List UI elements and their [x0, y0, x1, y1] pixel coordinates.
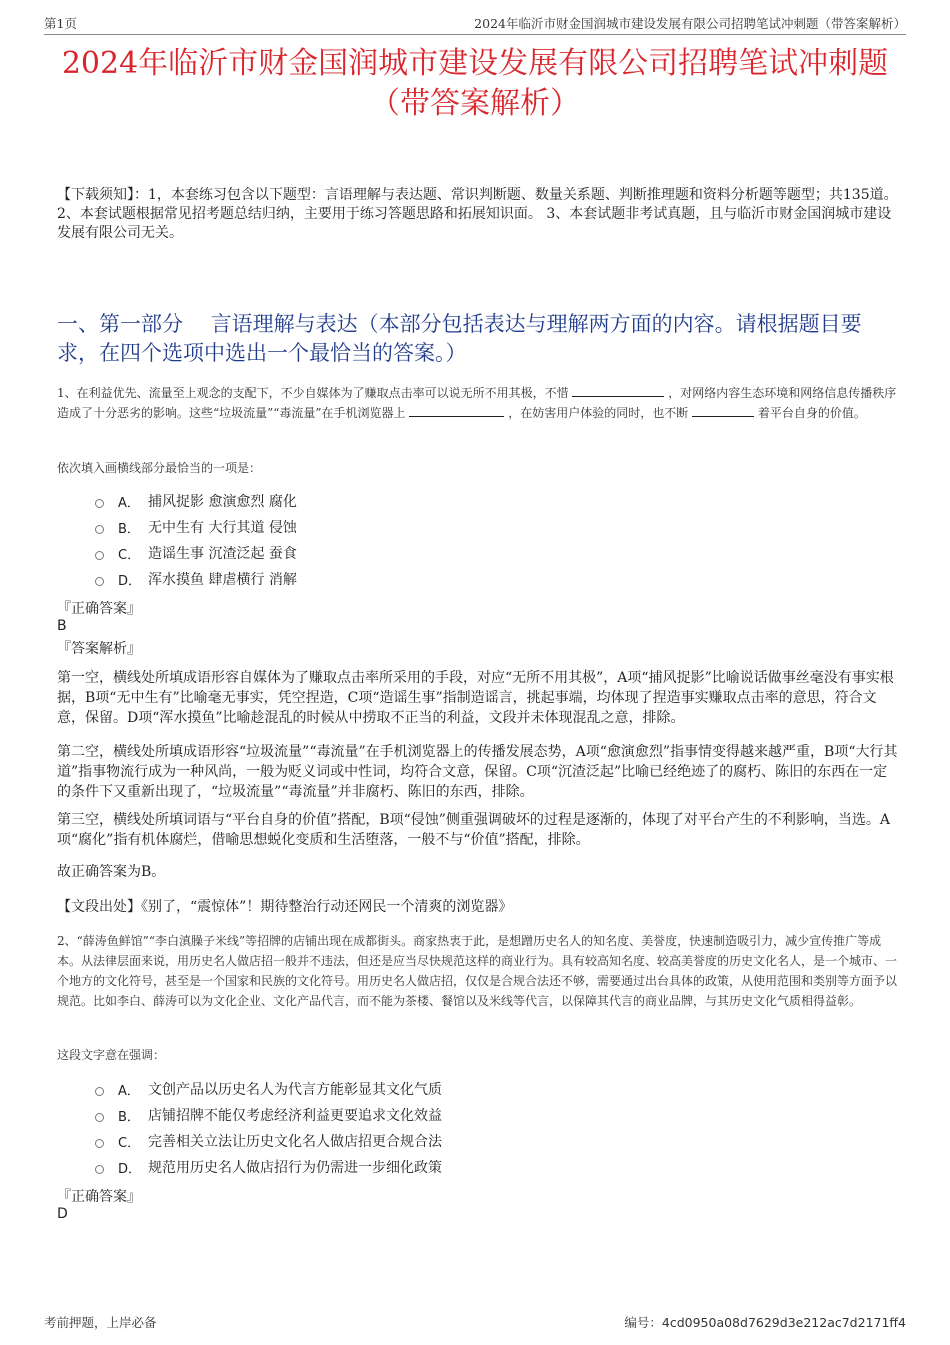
page-title	[30, 44, 920, 124]
q1-text-part1: 1、在利益优先、流量至上观念的支配下，不少自媒体为了赚取点击率可以说无所不用其极，不惜	[57, 386, 569, 400]
radio-icon[interactable]	[95, 1139, 104, 1148]
option-letter: B．	[118, 1109, 140, 1125]
q2-option-b[interactable]	[95, 1102, 442, 1128]
q1-option-a[interactable]	[95, 488, 297, 514]
option-text: 店铺招牌不能仅考虑经济利益更要追求文化效益	[148, 1108, 442, 1124]
option-text: 完善相关立法让历史文化名人做店招更合规合法	[148, 1134, 442, 1150]
footer-slogan: 考前押题，上岸必备	[44, 1315, 157, 1330]
option-text: 文创产品以历史名人为代言方能彰显其文化气质	[148, 1082, 442, 1098]
q1-option-b[interactable]	[95, 514, 297, 540]
header-doc-title: 2024年临沂市财金国润城市建设发展有限公司招聘笔试冲刺题（带答案解析）	[474, 16, 906, 31]
option-letter: D．	[118, 573, 142, 589]
q1-text-part4: 着平台自身的价值。	[757, 406, 866, 420]
q2-answer-label: 『正确答案』	[57, 1189, 141, 1205]
q2-option-d[interactable]	[95, 1154, 442, 1180]
option-text: 无中生有 大行其道 侵蚀	[148, 520, 297, 536]
question-1-stem	[57, 383, 904, 423]
option-text: 浑水摸鱼 肆虐横行 消解	[148, 572, 297, 588]
option-letter: D．	[118, 1161, 142, 1177]
option-text: 造谣生事 沉渣泛起 蚕食	[148, 546, 297, 562]
analysis-conclusion: 故正确答案为B。	[57, 864, 166, 880]
radio-icon[interactable]	[95, 1087, 104, 1096]
q1-answer-label: 『正确答案』	[57, 601, 141, 617]
q1-answer: B	[57, 618, 67, 634]
blank-2	[409, 404, 504, 417]
q1-analysis-label: 『答案解析』	[57, 641, 141, 657]
option-text: 规范用历史名人做店招行为仍需进一步细化政策	[148, 1160, 442, 1176]
option-text: 捕风捉影 愈演愈烈 腐化	[148, 494, 297, 510]
option-letter: B．	[118, 521, 140, 537]
radio-icon[interactable]	[95, 499, 104, 508]
radio-icon[interactable]	[95, 1113, 104, 1122]
download-notice: 【下载须知】：1，本套练习包含以下题型：言语理解与表达题、常识判断题、数量关系题、判断推理题和资料分析题等题型；共135道。 2、本套试题根据常见招考题总结归纳，主要用于练习答题思路和拓展知识面。 3、本套试题非考试真题，且与临沂市财金国润城市建设发展有限公司无关。	[57, 187, 898, 241]
question-1-options	[95, 488, 297, 592]
q1-text-part3: ，在妨害用户体验的同时，也不断	[508, 406, 689, 420]
question-1-prompt: 依次填入画横线部分最恰当的一项是：	[57, 461, 262, 475]
option-letter: C．	[118, 1135, 141, 1151]
footer-code-label: 编号：	[624, 1315, 662, 1330]
q1-text-part2: ，对网络内容生态环境和网络信息传播秩序造成了十分恶劣的影响。这些“垃圾流量”“毒流量”在手机浏览器上	[57, 386, 897, 420]
option-letter: A．	[118, 1083, 140, 1099]
title-line-1: 2024年临沂市财金国润城市建设发展有限公司招聘笔试冲刺题	[61, 46, 889, 81]
q1-option-c[interactable]	[95, 540, 297, 566]
analysis-paragraph-2: 第二空，横线处所填成语形容“垃圾流量”“毒流量”在手机浏览器上的传播发展态势，A项“愈演愈烈”指事情变得越来越严重，B项“大行其道”指事物流行成为一种风尚，一般为贬义词或中性词，均符合文意，保留。C项“沉渣泛起”比喻已经绝迹了的腐朽、陈旧的东西在一定的条件下又重新出现了，“垃圾流量”“毒流量”并非腐朽、陈旧的东西，排除。	[57, 744, 898, 800]
question-2-stem: 2、“薛涛鱼鲜馆”“李白滇臊子米线”等招牌的店铺出现在成都街头。商家热衷于此，是想蹭历史名人的知名度、美誉度，快速制造吸引力，减少宣传推广等成本。从法律层面来说，用历史名人做店招一般并不违法，但还是应当尽快规范这样的商业行为。具有较高知名度、较高美誉度的历史文化名人，是一个城市、一个地方的文化符号，甚至是一个国家和民族的文化符号。用历史名人做店招，仅仅是合规合法还不够，需要通过出台具体的政策，从使用范围和类别等方面予以规范。比如李白、薛涛可以为文化企业、文化产品代言，而不能为茶楼、餐馆以及米线等代言，以保障其代言的商业品牌，与其历史文化气质相得益彰。	[57, 934, 898, 1008]
section-heading: 一、第一部分 言语理解与表达（本部分包括表达与理解两方面的内容。请根据题目要求，在四个选项中选出一个最恰当的答案。）	[57, 312, 862, 365]
blank-1	[572, 384, 664, 397]
option-letter: C．	[118, 547, 141, 563]
blank-3	[692, 404, 754, 417]
footer-code	[624, 1313, 906, 1331]
q1-option-d[interactable]	[95, 566, 297, 592]
footer-code-value: 4cd0950a08d7629d3e212ac7d2171ff4	[661, 1315, 906, 1330]
analysis-paragraph-1: 第一空，横线处所填成语形容自媒体为了赚取点击率所采用的手段，对应“无所不用其极”，A项“捕风捉影”比喻说话做事丝毫没有事实根据，B项“无中生有”比喻毫无事实，凭空捏造，C项“造谣生事”指制造谣言，挑起事端，均体现了捏造事实赚取点击率的意思，符合文意，保留。D项“浑水摸鱼”比喻趁混乱的时候从中捞取不正当的利益，文段并未体现混乱之意，排除。	[57, 670, 894, 726]
radio-icon[interactable]	[95, 1165, 104, 1174]
page-number: 第1页	[44, 16, 77, 31]
radio-icon[interactable]	[95, 525, 104, 534]
radio-icon[interactable]	[95, 577, 104, 586]
radio-icon[interactable]	[95, 551, 104, 560]
title-line-2: （带答案解析）	[370, 86, 580, 121]
analysis-source: 【文段出处】《别了，“震惊体”！期待整治行动还网民一个清爽的浏览器》	[57, 899, 513, 915]
page-header	[44, 14, 906, 35]
question-2-prompt: 这段文字意在强调：	[57, 1048, 166, 1062]
q2-option-a[interactable]	[95, 1076, 442, 1102]
option-letter: A．	[118, 495, 140, 511]
q2-answer: D	[57, 1206, 68, 1222]
q2-option-c[interactable]	[95, 1128, 442, 1154]
question-2-options	[95, 1076, 442, 1180]
analysis-paragraph-3: 第三空，横线处所填词语与“平台自身的价值”搭配，B项“侵蚀”侧重强调破坏的过程是逐渐的，体现了对平台产生的不利影响，当选。A项“腐化”指有机体腐烂，借喻思想蜕化变质和生活堕落，一般不与“价值”搭配，排除。	[57, 812, 891, 848]
